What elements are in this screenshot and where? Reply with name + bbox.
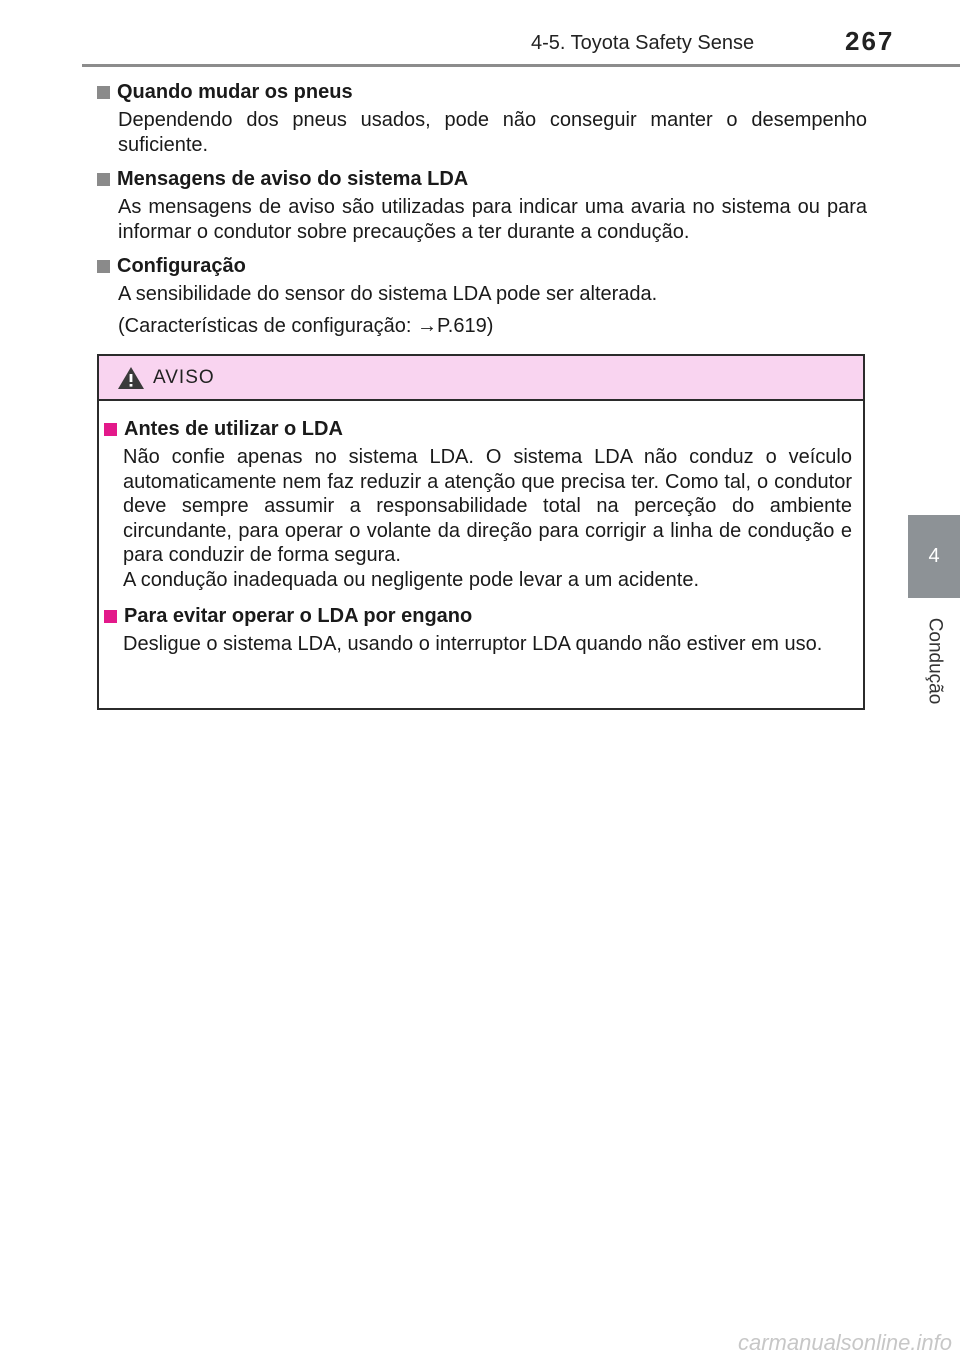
watermark: carmanualsonline.info [737, 1330, 952, 1355]
section-heading-text: Mensagens de aviso do sistema LDA [117, 168, 469, 190]
warning-section-before-using-lda [104, 417, 852, 592]
square-bullet-icon [104, 610, 117, 623]
section-body [118, 195, 867, 245]
square-bullet-icon [104, 423, 117, 436]
cross-reference-link[interactable]: (Características de configuração: →P.619) [118, 315, 494, 337]
warning-section-body [123, 632, 852, 657]
chapter-tab[interactable] [908, 515, 960, 598]
chapter-label: Condução [924, 617, 945, 704]
square-bullet-icon [97, 260, 110, 273]
page-number: 267 [845, 26, 895, 56]
section-heading [97, 80, 867, 105]
section-lda-warning-messages [97, 167, 867, 245]
square-bullet-icon [97, 173, 110, 186]
warning-header [99, 356, 863, 401]
warning-section-heading [104, 417, 852, 442]
section-body [118, 282, 867, 339]
warning-triangle-icon [117, 366, 145, 390]
section-heading-text: Configuração [117, 255, 246, 277]
section-heading [97, 167, 867, 192]
section-paragraph: Dependendo dos pneus usados, pode não conseguir manter o desempenho suficiente. [118, 109, 867, 156]
header-divider [82, 64, 960, 67]
warning-title: AVISO [153, 366, 215, 388]
section-body [118, 108, 867, 158]
header-section-title: 4-5. Toyota Safety Sense [531, 32, 755, 54]
warning-heading-text: Antes de utilizar o LDA [124, 418, 343, 440]
warning-section-avoid-accidental-operation [104, 604, 852, 657]
warning-paragraph: A condução inadequada ou negligente pode levar a um acidente. [123, 568, 700, 591]
section-configuration [97, 254, 867, 339]
section-heading [97, 254, 867, 279]
warning-section-heading [104, 604, 852, 629]
warning-heading-text: Para evitar operar o LDA por engano [124, 605, 473, 627]
warning-section-body [123, 445, 852, 592]
warning-paragraph: Desligue o sistema LDA, usando o interruptor LDA quando não estiver em uso. [123, 633, 823, 655]
section-paragraph: As mensagens de aviso são utilizadas para indicar uma avaria no sistema ou para informar o condutor sobre precauções a ter durante a condução. [118, 196, 867, 243]
section-changing-tires [97, 80, 867, 158]
warning-paragraph: Não confie apenas no sistema LDA. O sistema LDA não conduz o veículo automaticamente nem faz reduzir a atenção que precisa ter. Como tal, o condutor deve sempre assumir a responsabilidade total na perceção do ambiente circundante, para operar o volante da direção para corrigir a linha de condução e para conduzir de forma segura. [123, 446, 852, 566]
chapter-number: 4 [928, 545, 940, 567]
section-heading-text: Quando mudar os pneus [117, 81, 353, 103]
square-bullet-icon [97, 86, 110, 99]
warning-box [97, 354, 865, 710]
chapter-label-container [912, 608, 956, 713]
section-paragraph: A sensibilidade do sensor do sistema LDA pode ser alterada. [118, 283, 658, 305]
